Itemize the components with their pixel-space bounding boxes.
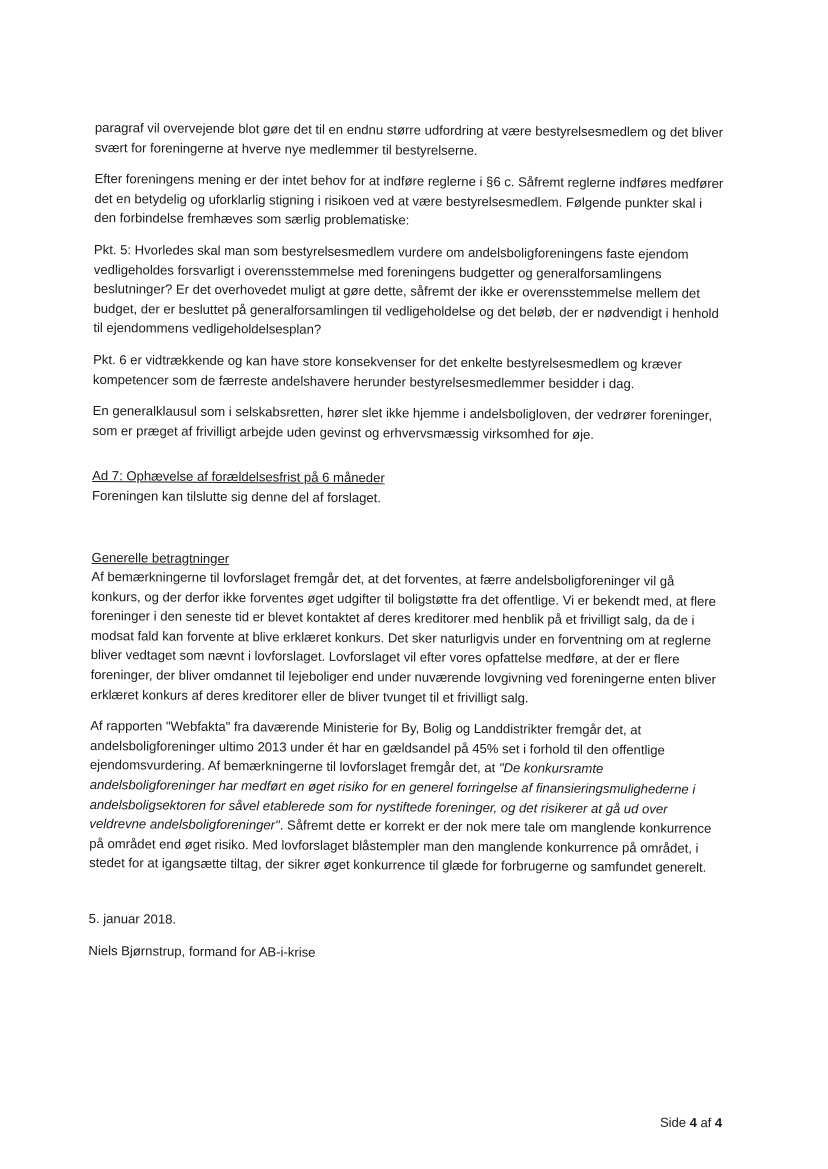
page-number-total: 4 [714, 1115, 723, 1131]
page-number-prefix: Side [659, 1114, 690, 1130]
paragraph-general-2-conclusion: . Såfremt dette er korrekt er der nok mere tale om manglende konkurrence på området end øget risiko. Med lovforslaget blåstempler man den manglende konkurrence på området, i stedet for at igangsætte tiltag, der sikrer øget konkurrence til glæde for forbrugerne og samfundet generelt. [89, 817, 712, 876]
document-date: 5. januar 2018. [88, 910, 177, 927]
paragraph-general-2-intro: Af rapporten "Webfakta" fra daværende Ministerie for By, Bolig og Landdistrikter fremgår det, at andelsboligforeninger ultimo 2013 under ét har en gældsandel på 45% set i forhold til den offentlige ejendomsvurdering. Af bemærkningerne til lovforslaget fremgår det, at [89, 718, 665, 776]
section-heading-general: Generelle betragtninger [91, 549, 230, 566]
paragraph-general-1: Af bemærkningerne til lovforslaget fremgår det, at det forventes, at færre andelsboligforeninger vil gå konkurs, og der derfor ikke forventes øget udgifter til boligstøtte fra det offentlige. Vi er bekendt med, at flere foreninger i den seneste tid er blevet kontaktet af deres kreditorer med henblik på et frivilligt salg, da de i modsat fald kan forvente at blive erklæret konkurs. Det sker naturligvis under en forventning om at reglerne bliver vedtaget som nævnt i lovforslaget. Lovforslaget vil efter vores opfattelse medføre, at der er flere foreninger, der bliver omdannet til lejeboliger end under nuværende lovgivning ved foreningerne enten bliver erklæret konkurs af deres kreditorer eller de bliver tvunget til et frivilligt salg. [90, 569, 717, 706]
paragraph-ad7: Foreningen kan tilslutte sig denne del af forslaget. [91, 487, 382, 506]
page-number-middle: af [696, 1115, 715, 1131]
page-number-current: 4 [689, 1114, 697, 1131]
section-general [89, 547, 722, 877]
section-ad7 [92, 466, 722, 510]
paragraph-general-clause: En generalklausul som i selskabsretten, hører slet ikke hjemme i andelsboligloven, der vedrører foreninger, som er præget af frivilligt arbejde uden gevinst og erhvervsmæssig virksomhed for øje. [92, 403, 713, 442]
paragraph-section-6c: Efter foreningens mening er der intet behov for at indføre reglerne i §6 c. Såfremt reglerne indføres medfører det en betydelig og uforklarlig stigning i risikoen ved at være bestyrelsesmedlem. Følgende punkter skal i den forbindelse fremhæves som særlig problematiske: [94, 171, 724, 228]
section-heading-ad7: Ad 7: Ophævelse af forældelsesfrist på 6 måneder [92, 468, 385, 486]
paragraph-point-6: Pkt. 6 er vidtrækkende og kan have store konsekvenser for det enkelte bestyrelsesmedlem og kræver kompetencer som de færreste andelshavere herunder bestyrelsesmedlemmer besidder i dag. [92, 351, 682, 391]
paragraph-point-5: Pkt. 5: Hvorledes skal man som bestyrelsesmedlem vurdere om andelsboligforeningens faste ejendom vedligeholdes forsvarligt i overensstemmelse med foreningens budgetter og generalforsamlingens beslutninger? Er det overhovedet muligt at gøre dette, såfremt der ikke er overensstemmelse mellem det budget, der er besluttet på generalforsamlingen til vedligeholdelse og det beløb, der er nødvendigt i henhold til ejendommens vedligeholdelsesplan? [93, 241, 719, 338]
paragraph-general-2-quote: "De konkursramte andelsboligforeninger har medført en øget risiko for en generel forringelse af finansieringsmulighederne i andelsboligsektoren for såvel etablerede som for nystiftede foreninger, og det risikerer at gå ud over veldrevne andelsboligforeninger" [89, 760, 696, 833]
paragraph-board-challenge: paragraf vil overvejende blot gøre det til en endnu større udfordring at være bestyrelsesmedlem og det bliver svært for foreningerne at hverve nye medlemmer til bestyrelserne. [94, 119, 724, 158]
paragraph-general-2 [89, 716, 720, 878]
page-number [660, 1115, 722, 1130]
document-signature: Niels Bjørnstrup, formand for AB-i-krise [88, 942, 316, 960]
document-body [88, 118, 725, 977]
